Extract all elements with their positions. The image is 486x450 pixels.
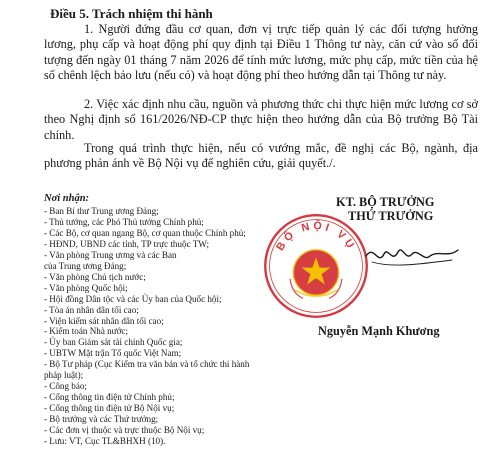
recipient-item: - Văn phòng Trung ương và các Ban xyxy=(44,249,177,260)
signer-name: Nguyễn Mạnh Khương xyxy=(318,324,440,338)
recipient-item: - HĐND, UBND các tỉnh, TP trực thuộc TW; xyxy=(44,238,210,249)
recipient-item: - Lưu: VT, Cục TL&BHXH (10). xyxy=(44,436,166,447)
recipient-item: - Văn phòng Quốc hội; xyxy=(44,282,128,293)
recipients-list xyxy=(44,206,274,447)
recipient-item: pháp luật); xyxy=(44,370,84,381)
handwritten-signature-icon xyxy=(362,232,462,282)
recipient-item: - Các đơn vị thuộc và trực thuộc Bộ Nội vụ; xyxy=(44,425,205,436)
recipient-item: của Trung ương Đảng; xyxy=(44,260,127,271)
recipient-item: - Viện kiểm sát nhân dân tối cao; xyxy=(44,315,164,326)
article-heading: Điều 5. Trách nhiệm thi hành xyxy=(50,6,213,21)
recipient-item: - Bộ Tư pháp (Cục Kiểm tra văn bản và tổ chức thi hành xyxy=(44,359,250,370)
paragraph-2-text: 2. Việc xác định nhu cầu, nguồn và phương thức chi thực hiện mức lương cơ sở theo Nghị định số 161/2026/NĐ-CP thực hiện theo hướng dẫn của Bộ trưởng Bộ Tài chính. xyxy=(44,97,478,142)
recipient-item: - Kiểm toán Nhà nước; xyxy=(44,326,128,337)
recipient-item: - Các Bộ, cơ quan ngang Bộ, cơ quan thuộc Chính phủ; xyxy=(44,227,246,238)
recipient-item: - UBTW Mặt trận Tổ quốc Việt Nam; xyxy=(44,348,182,359)
seal-text: BỘ NỘI VỤ xyxy=(274,219,358,253)
recipients-title: Nơi nhận: xyxy=(44,193,90,204)
signature-title: KT. BỘ TRƯỞNG xyxy=(336,195,435,209)
recipient-item: - Công báo; xyxy=(44,381,87,392)
paragraph-3 xyxy=(44,141,478,172)
paragraph-2 xyxy=(44,97,478,143)
recipient-item: - Thủ tướng, các Phó Thủ tướng Chính phủ; xyxy=(44,216,204,227)
signature-subtitle: THỨ TRƯỞNG xyxy=(348,209,434,223)
official-seal-icon xyxy=(262,212,370,320)
recipient-item: - Ban Bí thư Trung ương Đảng; xyxy=(44,206,159,216)
recipient-item: - Bộ trưởng và các Thứ trưởng; xyxy=(44,414,159,425)
paragraph-1-text: 1. Người đứng đầu cơ quan, đơn vị trực tiếp quản lý các đối tượng hưởng lương, phụ cấp và hoạt động phí quy định tại Điều 1 Thông tư này, căn cứ vào số đối tượng đến ngày 01 tháng 7 năm 2026 để tính mức lương, mức phụ cấp, mức tiền của hệ số chênh lệch bảo lưu (nếu có) và hoạt động phí theo hướng dẫn tại Thông tư này. xyxy=(44,22,478,83)
recipient-item: - Tòa án nhân dân tối cao; xyxy=(44,304,139,315)
recipient-item: - Ủy ban Giám sát tài chính Quốc gia; xyxy=(44,337,183,348)
recipient-item: - Cổng thông tin điện tử Bộ Nội vụ; xyxy=(44,403,175,414)
recipient-item: - Hội đồng Dân tộc và các Ủy ban của Quốc hội; xyxy=(44,293,222,304)
paragraph-3-text: Trong quá trình thực hiện, nếu có vướng mắc, đề nghị các Bộ, ngành, địa phương phản ánh về Bộ Nội vụ để nghiên cứu, giải quyết./. xyxy=(44,141,478,171)
paragraph-1 xyxy=(44,22,478,84)
recipient-item: - Văn phòng Chủ tịch nước; xyxy=(44,271,146,282)
recipient-item: - Cổng thông tin điện tử Chính phủ; xyxy=(44,392,175,403)
